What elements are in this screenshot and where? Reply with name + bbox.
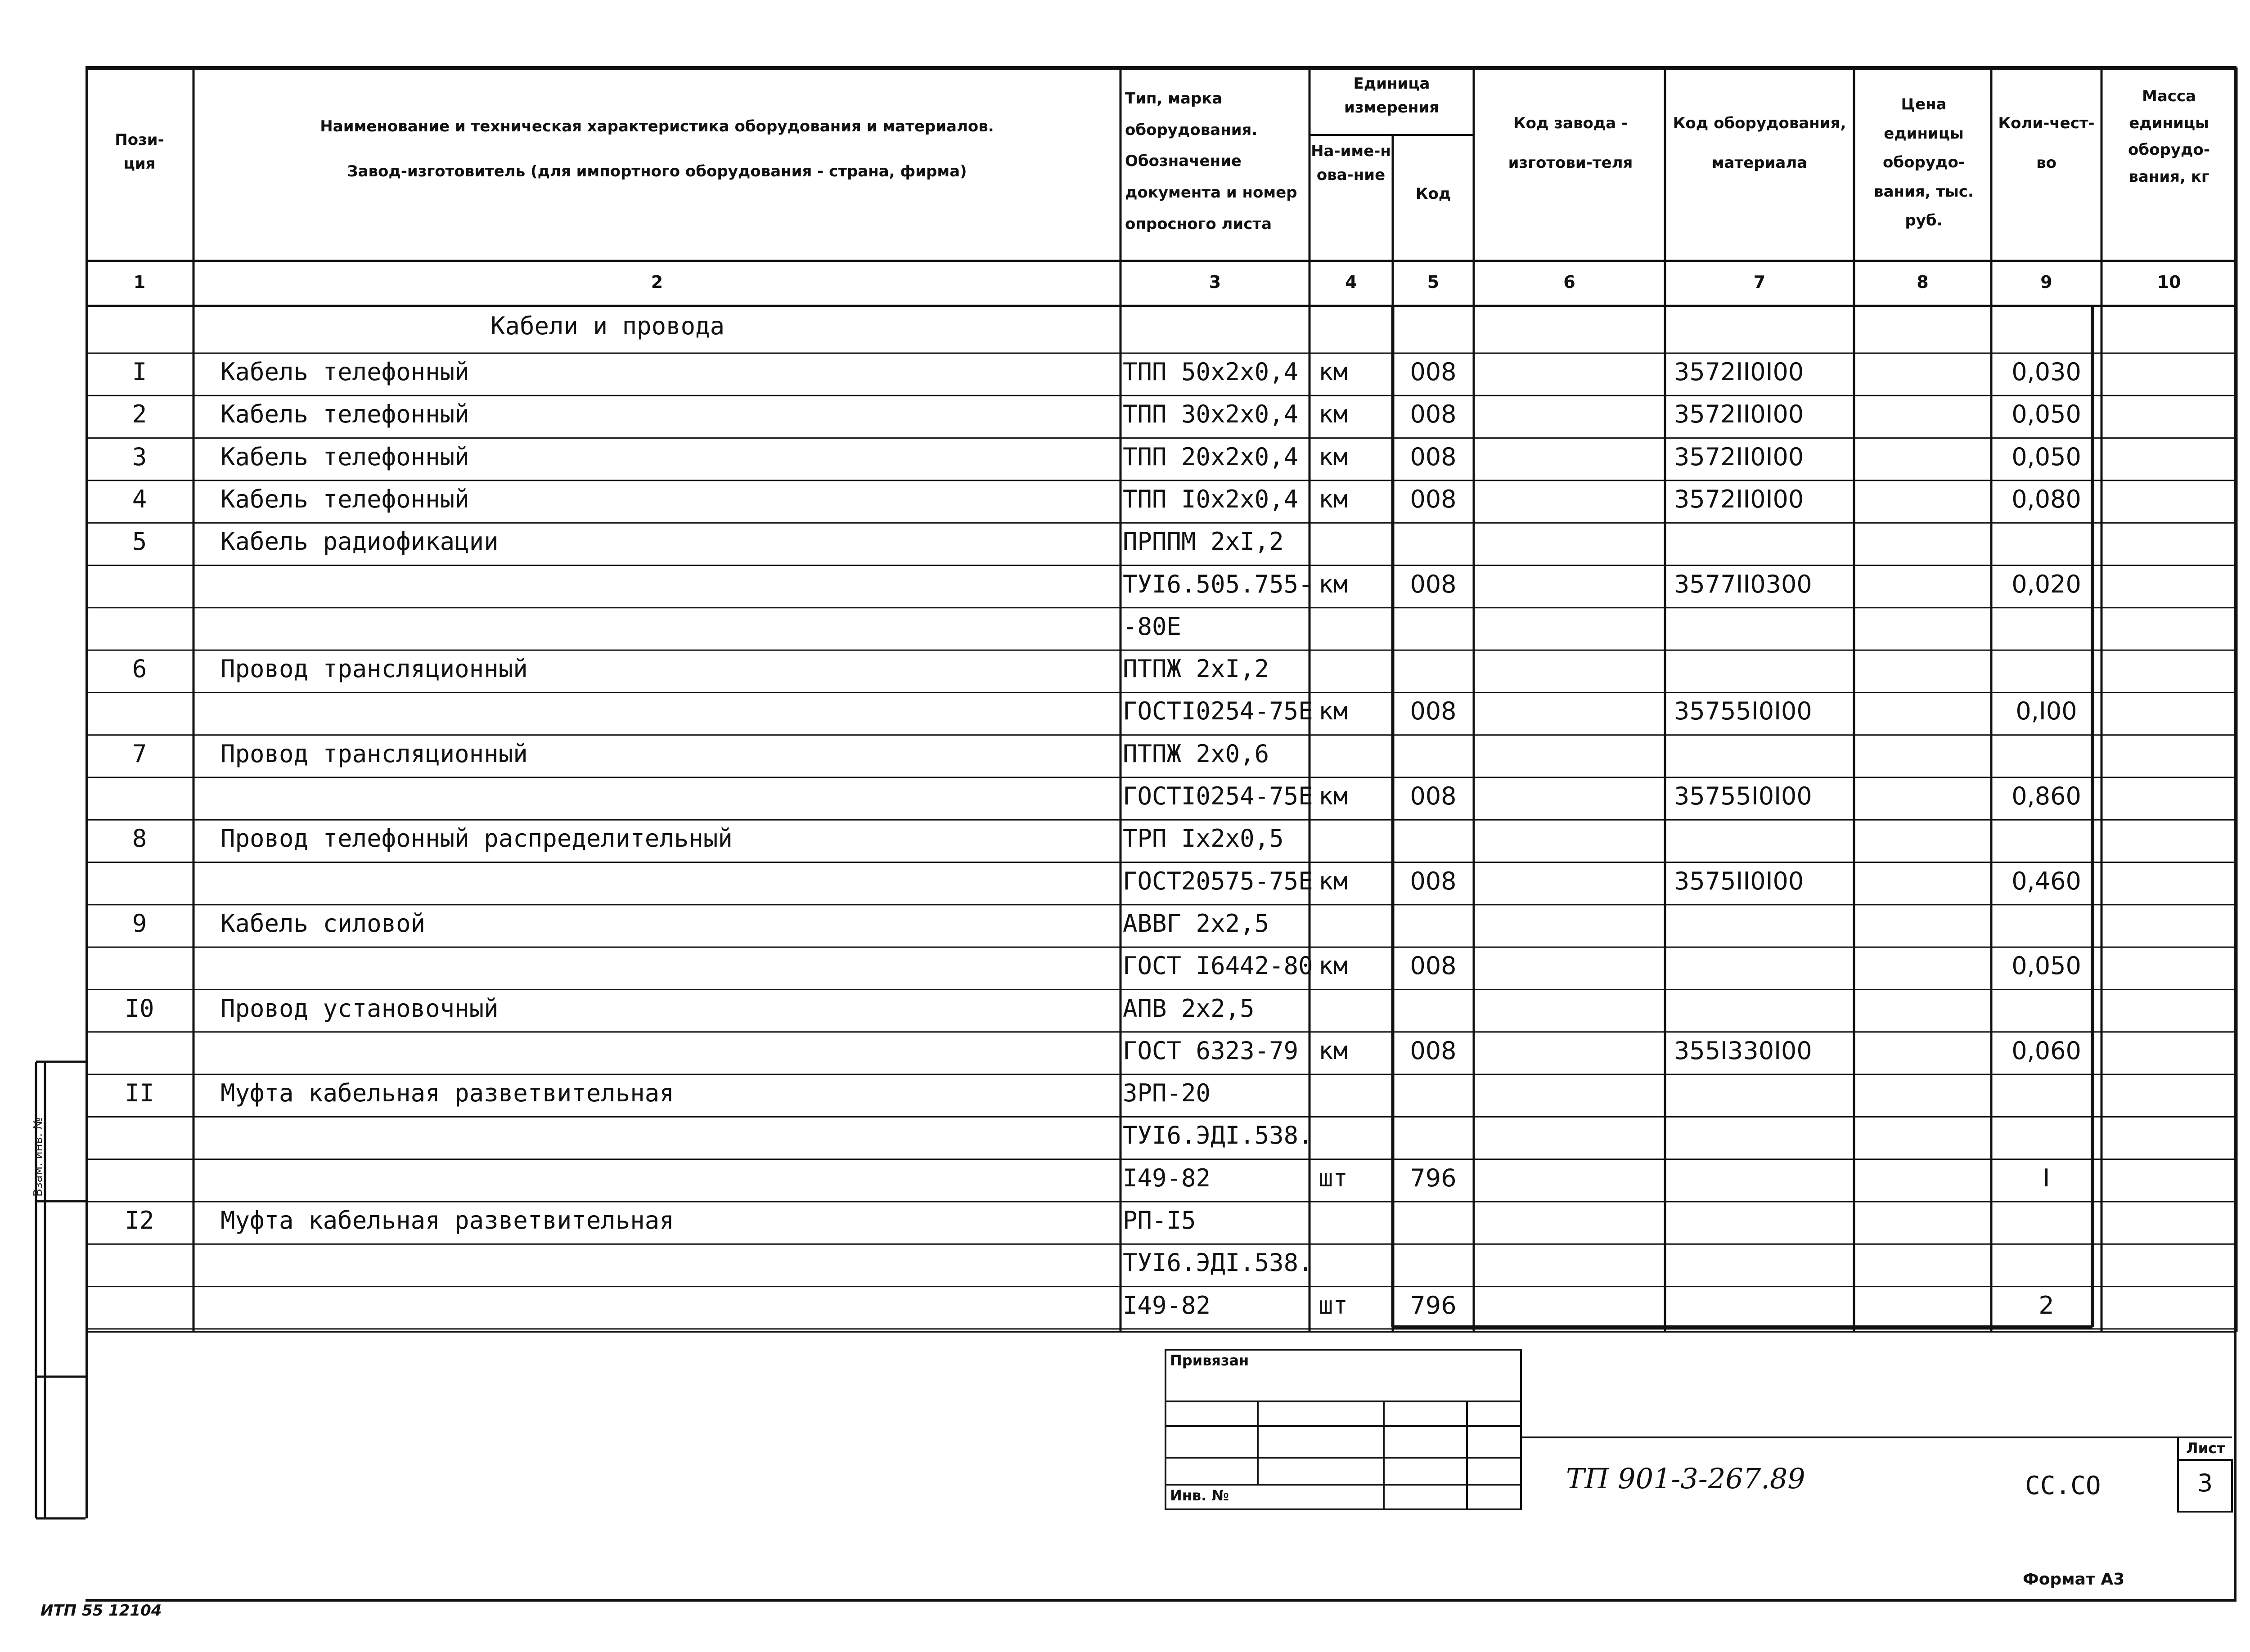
cell-code: 008 [1410,570,1457,598]
header-unit-group: Единица измерения [1344,75,1439,117]
footer-left-code: ИТП 55 12104 [40,1602,162,1620]
section-title: Кабели и провода [490,312,725,340]
cell-pos: 7 [132,739,147,768]
cell-name: Провод трансляционный [220,655,528,683]
cell-unit: км [1318,866,1348,895]
cell-pos: I2 [125,1206,154,1235]
cell-type: ГОСТ I6442-80 [1123,952,1313,980]
cell-pos: 5 [132,527,147,556]
header-name-line1: Наименование и техническая характеристика оборудования и материалов. [320,117,994,135]
cell-type: АПВ 2х2,5 [1123,994,1255,1023]
header-material-code: Код оборудования, материала [1673,114,1846,172]
cell-unit: км [1318,952,1348,980]
cell-unit: км [1318,697,1348,726]
cell-name: Провод трансляционный [220,739,528,768]
cell-type: ТУI6.ЭДI.538. [1123,1121,1313,1150]
doc-number: ТП 901-3-267.89 [1566,1462,1805,1495]
cell-pos: 8 [132,824,147,853]
cell-type: -80Е [1123,612,1182,641]
cell-qty: 0,860 [2012,782,2081,810]
header-mass: Масса единицы оборудо-вания, кг [2128,87,2210,186]
cell-type: ТПП 50х2х0,4 [1123,358,1299,386]
colnum-8: 8 [1917,272,1929,292]
cell-code: 008 [1410,1036,1457,1065]
inv-no-label: Инв. № [1170,1487,1229,1504]
cell-qty: 0,050 [2012,442,2081,471]
cell-mat: 3572II0I00 [1674,400,1804,429]
cell-code: 796 [1410,1163,1457,1192]
cell-unit: км [1318,1036,1348,1065]
colnum-3: 3 [1209,272,1221,292]
cell-pos: I [132,358,147,386]
cell-name: Муфта кабельная разветвительная [220,1079,674,1108]
format-label: Формат А3 [2023,1570,2125,1589]
cell-mat: 3572II0I00 [1674,358,1804,386]
cell-code: 008 [1410,866,1457,895]
cell-unit: км [1318,570,1348,598]
cell-qty: 0,030 [2012,358,2081,386]
cell-type: РП-I5 [1123,1206,1196,1235]
cell-pos: 4 [132,485,147,513]
cell-mat: 35755I0I00 [1674,697,1812,726]
cell-unit: км [1318,485,1348,513]
cell-mat: 3572II0I00 [1674,485,1804,513]
cell-type: ПРППМ 2хI,2 [1123,527,1284,556]
cell-unit: шт [1318,1163,1348,1192]
cell-code: 008 [1410,697,1457,726]
cell-unit: км [1318,782,1348,810]
privyazan-label: Привязан [1170,1352,1249,1369]
cell-name: Кабель радиофикации [220,527,499,556]
cell-code: 008 [1410,400,1457,429]
cell-name: Муфта кабельная разветвительная [220,1206,674,1235]
cell-type: ГОСТ20575-75Е [1123,866,1313,895]
cell-mat: 355I330I00 [1674,1036,1812,1065]
cell-pos: II [125,1079,154,1108]
cell-name: Кабель телефонный [220,442,469,471]
colnum-2: 2 [651,272,663,292]
cell-type: ТРП Iх2х0,5 [1123,824,1284,853]
sheet-number: 3 [2197,1469,2213,1497]
cell-type: ЗРП-20 [1123,1079,1211,1108]
cell-code: 796 [1410,1291,1457,1320]
cell-name: Провод установочный [220,994,499,1023]
sheet-label: Лист [2186,1440,2225,1457]
colnum-10: 10 [2157,272,2181,292]
cell-qty: 0,050 [2012,400,2081,429]
colnum-7: 7 [1753,272,1766,292]
header-position: Пози- ция [115,131,164,173]
cell-type: ГОСТ 6323-79 [1123,1036,1299,1065]
cell-type: I49-82 [1123,1163,1211,1192]
cell-qty: I [2043,1163,2050,1192]
cell-qty: 0,060 [2012,1036,2081,1065]
cell-qty: 0,080 [2012,485,2081,513]
cell-qty: 0,I00 [2016,697,2077,726]
cell-pos: 9 [132,909,147,938]
cell-code: 008 [1410,782,1457,810]
cell-unit: шт [1318,1291,1348,1320]
header-type: Тип, марка оборудования. Обозначение документа и номер опросного листа [1125,90,1297,233]
cell-type: АВВГ 2х2,5 [1123,909,1269,938]
cell-mat: 3575II0I00 [1674,866,1804,895]
doc-code: СС.СО [2025,1471,2101,1500]
cell-mat: 3577II0300 [1674,570,1812,598]
cell-unit: км [1318,400,1348,429]
header-name-line2: Завод-изготовитель (для импортного оборудования - страна, фирма) [347,162,967,180]
cell-qty: 2 [2038,1291,2054,1320]
cell-type: ТУI6.505.755- [1123,570,1313,598]
cell-name: Кабель телефонный [220,400,469,429]
cell-type: ТПП 20х2х0,4 [1123,442,1299,471]
cell-type: ТУI6.ЭДI.538. [1123,1248,1313,1277]
cell-pos: 6 [132,655,147,683]
cell-code: 008 [1410,952,1457,980]
cell-type: ТПП I0х2х0,4 [1123,485,1299,513]
cell-name: Кабель силовой [220,909,426,938]
cell-type: ТПП 30х2х0,4 [1123,400,1299,429]
colnum-6: 6 [1563,272,1575,292]
cell-type: ГОСТI0254-75Е [1123,697,1313,726]
header-price: Цена единицы оборудо-вания, тыс. руб. [1874,95,1974,230]
cell-pos: I0 [125,994,154,1023]
cell-qty: 0,050 [2012,952,2081,980]
cell-type: ГОСТI0254-75Е [1123,782,1313,810]
colnum-5: 5 [1427,272,1440,292]
cell-mat: 3572II0I00 [1674,442,1804,471]
colnum-4: 4 [1345,272,1357,292]
header-unit-name: На-име-нова-ние [1311,142,1391,184]
cell-type: I49-82 [1123,1291,1211,1320]
cell-code: 008 [1410,485,1457,513]
side-stamp: Взам. инв. № [32,1117,45,1197]
cell-qty: 0,460 [2012,866,2081,895]
header-unit-code: Код [1415,185,1451,203]
colnum-9: 9 [2040,272,2052,292]
cell-qty: 0,020 [2012,570,2081,598]
cell-type: ПТПЖ 2хI,2 [1123,655,1269,683]
cell-name: Провод телефонный распределительный [220,824,733,853]
cell-mat: 35755I0I00 [1674,782,1812,810]
header-factory-code: Код завода - изготови-теля [1508,114,1633,172]
cell-type: ПТПЖ 2х0,6 [1123,739,1269,768]
cell-pos: 2 [132,400,147,429]
cell-unit: км [1318,358,1348,386]
cell-name: Кабель телефонный [220,485,469,513]
header-quantity: Коли-чест-во [1998,114,2095,172]
colnum-1: 1 [133,272,146,292]
cell-unit: км [1318,442,1348,471]
cell-code: 008 [1410,442,1457,471]
cell-pos: 3 [132,442,147,471]
cell-name: Кабель телефонный [220,358,469,386]
cell-code: 008 [1410,358,1457,386]
